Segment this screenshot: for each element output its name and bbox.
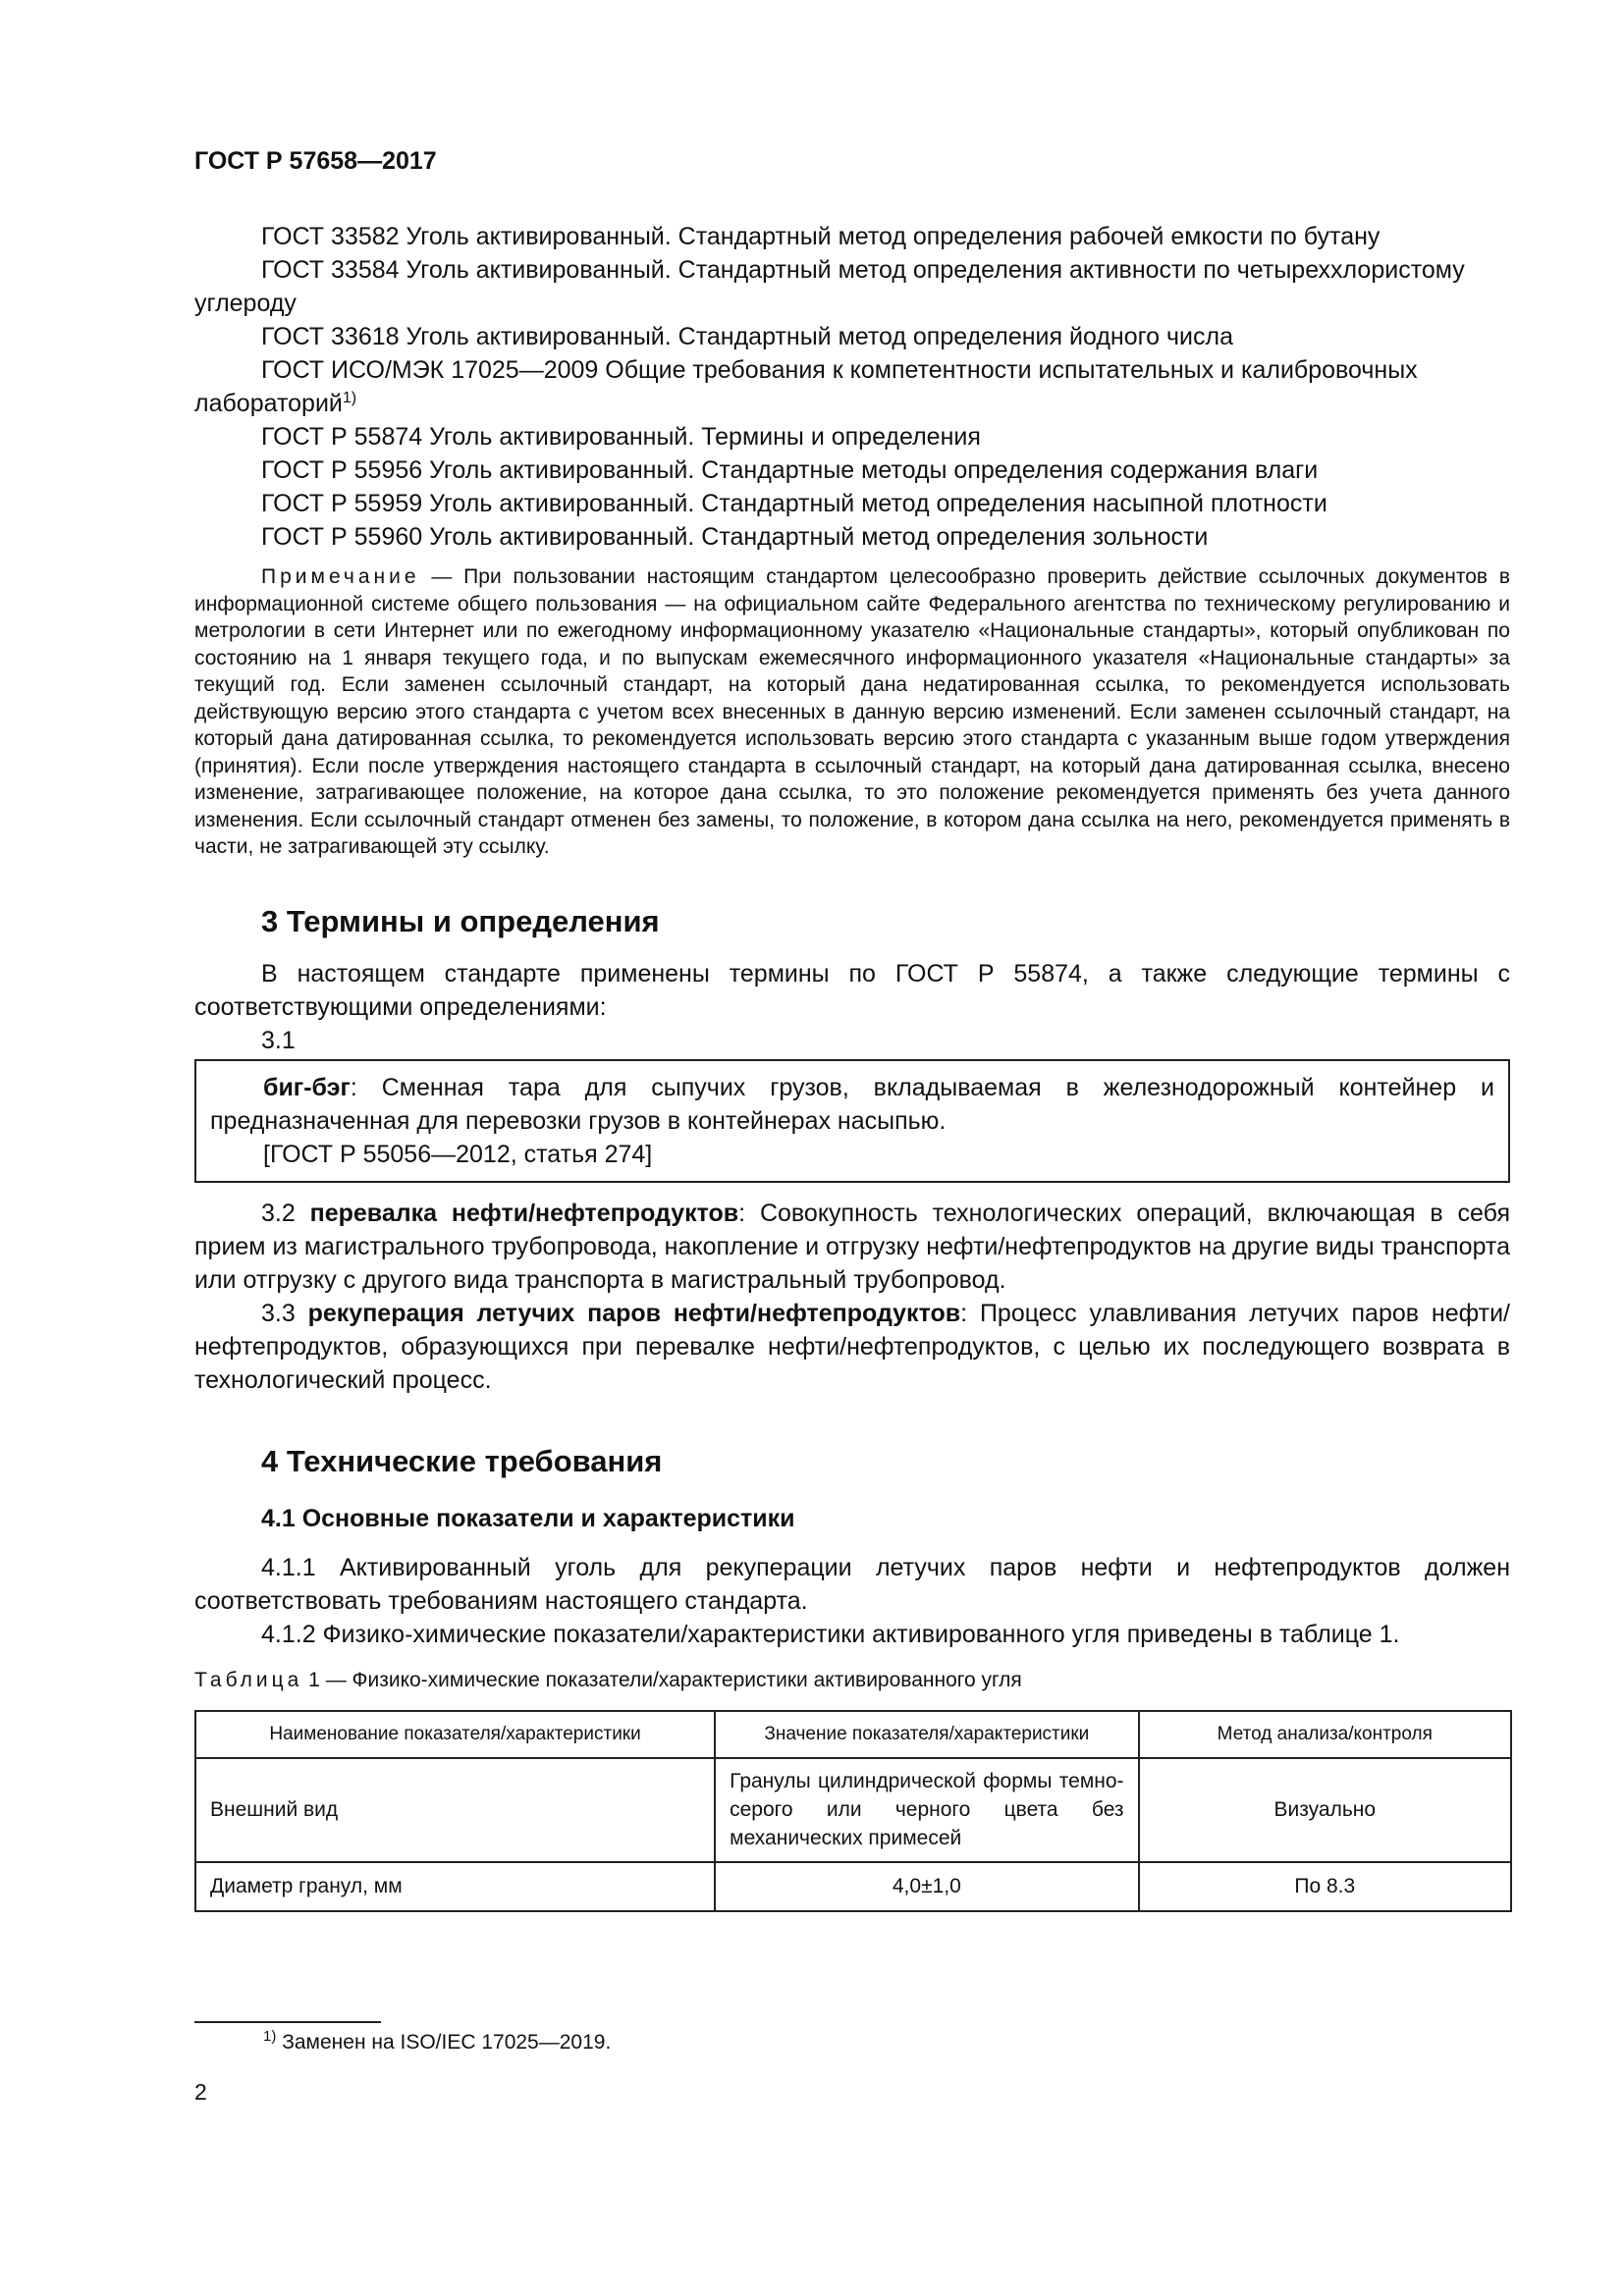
note-text: — При пользовании настоящим стандартом целесообразно проверить действие ссылочных документов в информационной системе общего пользования — на официальном сайте Федерального агентства по техническому регулированию и метрологии в сети Интернет или по ежегодному информационному указателю «Национальные стандарты», который опубликован по состоянию на 1 января текущего года, и по выпускам ежемесячного информационного указателя «Национальные стандарты» за текущий год. Если заменен ссылочный стандарт, на который дана недатированная ссылка, то рекомендуется использовать действующую версию этого стандарта с учетом всех внесенных в данную версию изменений. Если заменен ссылочный стандарт, на который дана датированная ссылка, то рекомендуется использовать версию этого стандарта с указанным выше годом утверждения (принятия). Если после утверждения настоящего стандарта в ссылочный стандарт, на который дана датированная ссылка, внесено изменение, затрагивающее положение, на которое дана ссылка, то это положение рекомендуется применять без учета данного изменения. Если ссылочный стандарт отменен без замены, то положение, в котором дана ссылка на него, рекомендуется применять в части, не затрагивающей эту ссылку.: [194, 565, 1511, 858]
table-cell: Диаметр гранул, мм: [195, 1862, 715, 1911]
term-3-2-term: перевалка нефти/нефтепродуктов: [309, 1199, 739, 1227]
footnote-text: Заменен на ISO/IEC 17025—2019.: [282, 2031, 612, 2054]
page-content: [194, 220, 1510, 1912]
table-cell: Внешний вид: [195, 1758, 715, 1862]
term-3-3-definition: [194, 1297, 1510, 1397]
footnote-separator: [194, 2021, 381, 2023]
reference-item-with-footnote: [194, 353, 1510, 420]
reference-item: ГОСТ Р 55959 Уголь активированный. Стандартный метод определения насыпной плотности: [261, 490, 1327, 517]
reference-text: ГОСТ ИСО/МЭК 17025—2009 Общие требования к компетентности испытательных и калибровочных лабораторий: [194, 356, 1418, 417]
note-paragraph: [194, 563, 1510, 861]
term-3-1-source: [ГОСТ Р 55056—2012, статья 274]: [263, 1140, 653, 1168]
page-number: 2: [194, 2079, 207, 2105]
reference-list: [194, 220, 1510, 554]
term-3-1-definition: [210, 1071, 1494, 1138]
term-3-2-number: 3.2: [261, 1199, 310, 1227]
reference-item: ГОСТ 33582 Уголь активированный. Стандартный метод определения рабочей емкости по бутану: [261, 223, 1380, 250]
table-cell: Визуально: [1139, 1758, 1511, 1862]
footnote-mark: 1): [342, 390, 357, 406]
reference-item: ГОСТ Р 55874 Уголь активированный. Термины и определения: [261, 423, 981, 451]
note-label: Примечание: [261, 565, 420, 588]
reference-item: ГОСТ 33584 Уголь активированный. Стандартный метод определения активности по четыреххлористому углероду: [194, 256, 1465, 317]
section-4-heading: 4 Технические требования: [261, 1443, 663, 1478]
table-caption: [194, 1669, 1510, 1692]
paragraph-4-1-2: 4.1.2 Физико-химические показатели/характеристики активированного угля приведены в таблице 1.: [261, 1620, 1400, 1648]
term-3-3-term: рекуперация летучих паров нефти/нефтепродуктов: [307, 1299, 961, 1327]
term-definition-box: [194, 1059, 1510, 1183]
section-3-heading: 3 Термины и определения: [261, 903, 660, 938]
term-3-3-text: : Процесс улавливания летучих паров нефти/нефтепродуктов, образующихся при перевалке нефти/нефтепродуктов, с целью их последующего возврата в технологический процесс.: [194, 1299, 1510, 1394]
footnote-mark: 1): [263, 2028, 277, 2045]
reference-item: ГОСТ Р 55960 Уголь активированный. Стандартный метод определения зольности: [261, 523, 1209, 551]
table-caption-label: Таблица: [194, 1668, 303, 1691]
column-header: Наименование показателя/характеристики: [195, 1711, 715, 1758]
term-3-1-number: 3.1: [261, 1026, 296, 1054]
term-3-1-term: биг-бэг: [263, 1073, 351, 1101]
table-cell: 4,0±1,0: [715, 1862, 1138, 1911]
term-3-1-text: : Сменная тара для сыпучих грузов, вкладываемая в железнодорожный контейнер и предназначенная для перевозки грузов в контейнерах насыпью.: [210, 1073, 1494, 1135]
subsection-4-1-heading: 4.1 Основные показатели и характеристики: [261, 1504, 795, 1532]
reference-item: ГОСТ 33618 Уголь активированный. Стандартный метод определения йодного числа: [261, 323, 1234, 350]
column-header: Значение показателя/характеристики: [715, 1711, 1138, 1758]
term-3-2-definition: [194, 1197, 1510, 1297]
term-3-3-number: 3.3: [261, 1299, 308, 1327]
term-3-2-text: : Совокупность технологических операций, включающая в себя прием из магистрального трубопровода, накопление и отгрузку нефти/нефтепродуктов на другие виды транспорта или отгрузку с другого вида транспорта в магистральный трубопровод.: [194, 1199, 1510, 1294]
paragraph-4-1-1: 4.1.1 Активированный уголь для рекуперации летучих паров нефти и нефтепродуктов должен соответствовать требованиям настоящего стандарта.: [194, 1553, 1510, 1615]
table-row: [195, 1862, 1511, 1911]
table-header-row: [195, 1711, 1511, 1758]
column-header: Метод анализа/контроля: [1139, 1711, 1511, 1758]
document-code: ГОСТ Р 57658—2017: [194, 147, 437, 175]
table-cell: По 8.3: [1139, 1862, 1511, 1911]
reference-item: ГОСТ Р 55956 Уголь активированный. Стандартные методы определения содержания влаги: [261, 456, 1319, 484]
properties-table: [194, 1710, 1512, 1912]
section-3-intro: В настоящем стандарте применены термины по ГОСТ Р 55874, а также следующие термины с соответствующими определениями:: [194, 959, 1510, 1021]
table-caption-text: 1 — Физико-химические показатели/характеристики активированного угля: [302, 1668, 1022, 1691]
table-row: [195, 1758, 1511, 1862]
footnote: [263, 2028, 612, 2055]
table-cell: Гранулы цилиндрической формы темно-серого или черного цвета без механических примесей: [715, 1758, 1138, 1862]
